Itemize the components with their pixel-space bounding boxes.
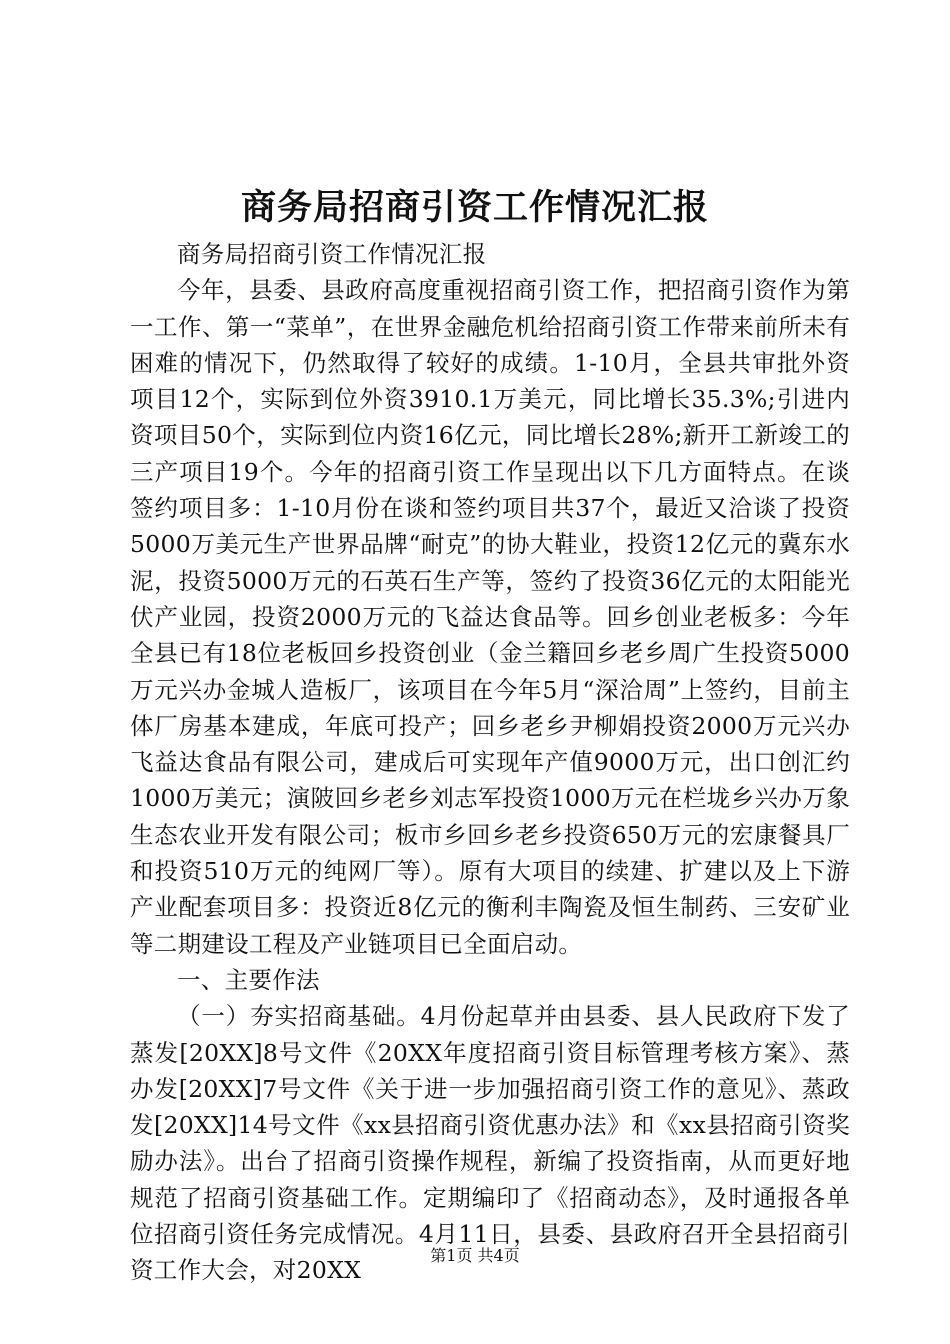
document-title: 商务局招商引资工作情况汇报: [240, 187, 709, 228]
body-paragraph: 今年，县委、县政府高度重视招商引资工作，把招商引资作为第一工作、第一“菜单”，在世界金融危机给招商引资工作带来前所未有困难的情况下，仍然取得了较好的成绩。1-10月，全县共审批外资项目12个，实际到位外资3910.1万美元，同比增长35.3%;引进内资项目50个，实际到位内资16亿元，同比增长28%;新开工新竣工的三产项目19个。今年的招商引资工作呈现出以下几方面特点。在谈签约项目多：1-10月份在谈和签约项目共37个，最近又洽谈了投资5000万美元生产世界品牌“耐克”的协大鞋业，投资12亿元的冀东水泥，投资5000万元的石英石生产等，签约了投资36亿元的太阳能光伏产业园，投资2000万元的飞益达食品等。回乡创业老板多：今年全县已有18位老板回乡投资创业（金兰籍回乡老乡周广生投资5000万元兴办金城人造板厂，该项目在今年5月“深洽周”上签约，目前主体厂房基本建成，年底可投产；回乡老乡尹柳娟投资2000万元兴办飞益达食品有限公司，建成后可实现年产值9000万元，出口创汇约1000万美元；演陂回乡老乡刘志军投资1000万元在栏垅乡兴办万象生态农业开发有限公司；板市乡回乡老乡投资650万元的宏康餐具厂和投资510万元的纯网厂等）。原有大项目的续建、扩建以及上下游产业配套项目多：投资近8亿元的衡利丰陶瓷及恒生制药、三安矿业等二期建设工程及产业链项目已全面启动。: [130, 276, 850, 958]
page-footer: 第1页 共4页: [430, 1246, 520, 1265]
body-paragraph: （一）夯实招商基础。4月份起草并由县委、县人民政府下发了蒸发[20XX]8号文件《20XX年度招商引资目标管理考核方案》、蒸办发[20XX]7号文件《关于进一步加强招商引资工作的意见》、蒸政发[20XX]14号文件《xx县招商引资优惠办法》和《xx县招商引资奖励办法》。出台了招商引资操作规程，新编了投资指南，从而更好地规范了招商引资基础工作。定期编印了《招商动态》，及时通报各单位招商引资任务完成情况。4月11日，县委、县政府召开全县招商引资工作大会，对20XX: [130, 1002, 850, 1285]
section-heading: 一、主要作法: [177, 965, 320, 994]
document-body: [130, 236, 850, 1289]
document-subtitle-paragraph: 商务局招商引资工作情况汇报: [177, 240, 487, 268]
